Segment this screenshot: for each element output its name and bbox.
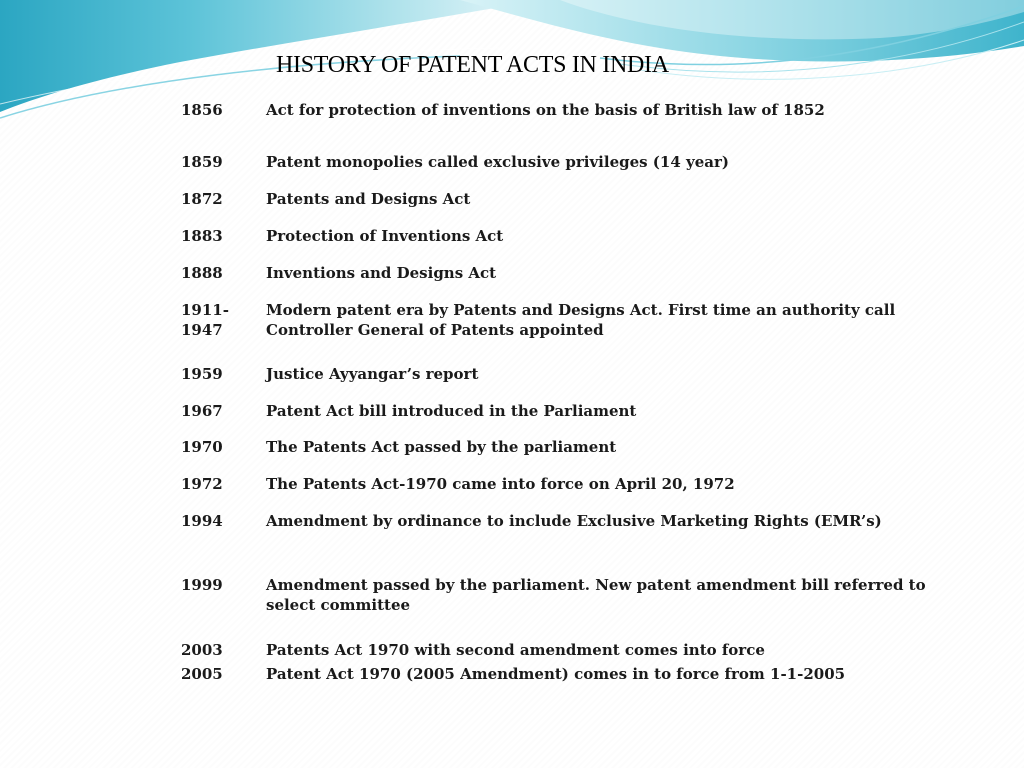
entry-year: 1972	[181, 475, 223, 493]
entry-description: The Patents Act passed by the parliament	[266, 438, 617, 456]
slide-title: HISTORY OF PATENT ACTS IN INDIA	[276, 52, 669, 78]
entry-description: Patent Act 1970 (2005 Amendment) comes in to force from 1-1-2005	[266, 665, 846, 683]
entry-description: Protection of Inventions Act	[266, 227, 504, 245]
entry-description: Amendment by ordinance to include Exclusive Marketing Rights (EMR’s)	[266, 512, 882, 530]
entry-description: Inventions and Designs Act	[266, 264, 497, 282]
entry-description: Modern patent era by Patents and Designs Act. First time an authority call Controller General of Patents appointed	[266, 301, 896, 339]
entry-year: 1883	[181, 227, 223, 245]
entry-year: 1859	[181, 153, 223, 171]
entry-year: 1856	[181, 101, 223, 119]
entry-description: Justice Ayyangar’s report	[266, 365, 479, 383]
entry-description: Amendment passed by the parliament. New patent amendment bill referred to select committee	[266, 576, 926, 614]
entry-year: 1994	[181, 512, 223, 530]
entry-year: 1872	[181, 190, 223, 208]
entry-year: 1967	[181, 402, 223, 420]
entry-year: 1911- 1947	[181, 301, 229, 339]
entry-description: Patent Act bill introduced in the Parliament	[266, 402, 637, 420]
entry-year: 1888	[181, 264, 223, 282]
entry-description: The Patents Act-1970 came into force on April 20, 1972	[266, 475, 735, 493]
entry-year: 1999	[181, 576, 223, 594]
entry-year: 1970	[181, 438, 223, 456]
entry-description: Patent monopolies called exclusive privileges (14 year)	[266, 153, 729, 171]
entry-year: 1959	[181, 365, 223, 383]
entry-year: 2003	[181, 641, 223, 659]
entry-year: 2005	[181, 665, 223, 683]
entry-description: Act for protection of inventions on the basis of British law of 1852	[266, 101, 825, 119]
entry-description: Patents and Designs Act	[266, 190, 471, 208]
entry-description: Patents Act 1970 with second amendment comes into force	[266, 641, 765, 659]
